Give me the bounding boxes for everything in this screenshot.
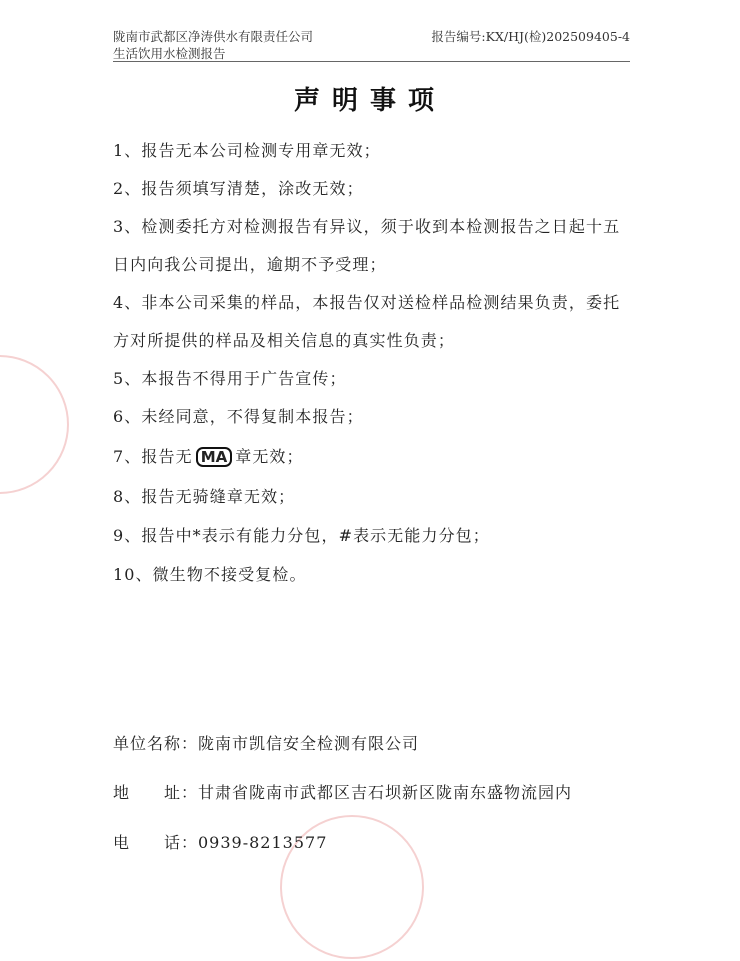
statement-item: 方对所提供的样品及相关信息的真实性负责； <box>113 331 456 350</box>
item7-prefix: 7、报告无 <box>113 447 193 466</box>
header-report-type: 生活饮用水检测报告 <box>113 46 226 61</box>
statement-item: 1、报告无本公司检测专用章无效； <box>113 141 381 160</box>
statement-item: 日内向我公司提出，逾期不予受理； <box>113 255 387 274</box>
statement-item: 10、微生物不接受复检。 <box>113 565 307 584</box>
phone: 电 话：0939-8213577 <box>113 833 328 852</box>
statement-item <box>113 444 304 467</box>
header-divider <box>113 61 630 62</box>
unit-name: 单位名称：陇南市凯信安全检测有限公司 <box>113 734 420 753</box>
header-report-number: 报告编号:KX/HJ(检)202509405-4 <box>431 29 630 44</box>
statement-item: 5、本报告不得用于广告宣传； <box>113 369 347 388</box>
statement-item: 8、报告无骑缝章无效； <box>113 487 296 506</box>
statement-item: 4、非本公司采集的样品，本报告仅对送检样品检测结果负责，委托 <box>113 293 621 312</box>
header-company: 陇南市武都区净涛供水有限责任公司 <box>113 29 314 44</box>
statement-item: 9、报告中*表示有能力分包，#表示无能力分包； <box>113 526 490 545</box>
statement-item: 2、报告须填写清楚，涂改无效； <box>113 179 364 198</box>
cma-mark-icon: MA <box>196 447 233 467</box>
page-title: 声明事项 <box>293 86 446 116</box>
statement-item: 6、未经同意，不得复制本报告； <box>113 407 364 426</box>
statement-item: 3、检测委托方对检测报告有异议，须于收到本检测报告之日起十五 <box>113 217 621 236</box>
address: 地 址：甘肃省陇南市武都区吉石坝新区陇南东盛物流园内 <box>113 783 573 802</box>
red-seal-stamp <box>0 355 69 494</box>
item7-suffix: 章无效； <box>235 447 304 466</box>
